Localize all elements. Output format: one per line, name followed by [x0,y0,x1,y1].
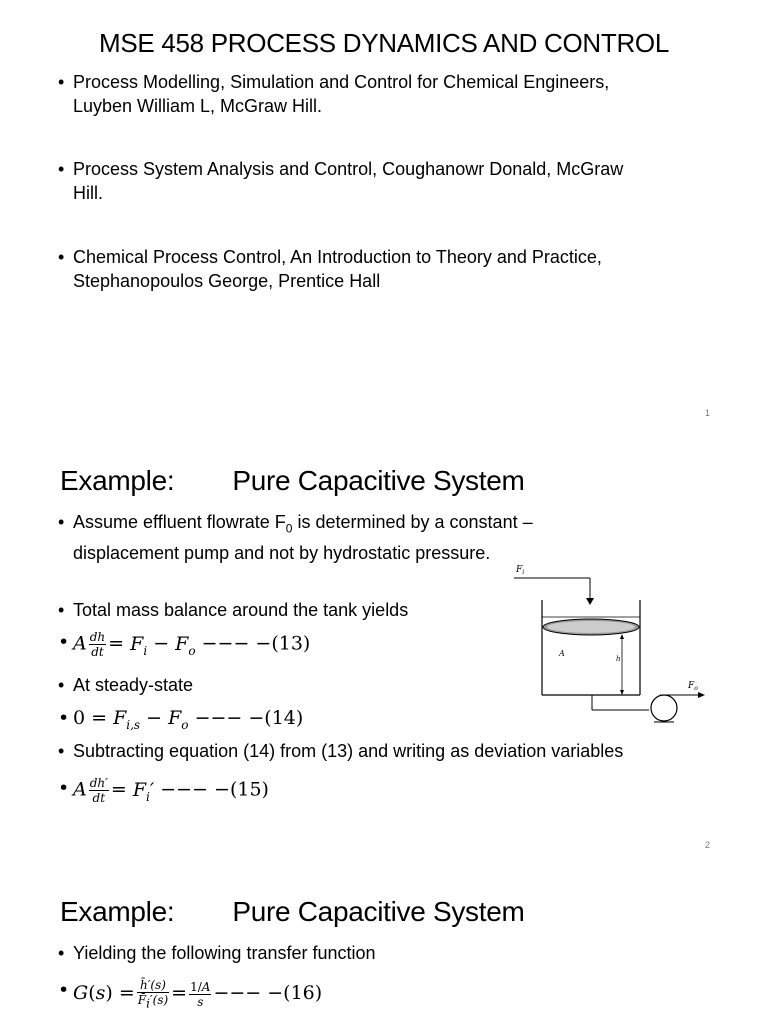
page-number: 2 [704,840,710,850]
tank-diagram [512,560,712,730]
outlet-arrow [698,692,705,698]
reference-1-line-1: Process Modelling, Simulation and Control for Chemical Engineers, [73,72,610,92]
title-topic: Pure Capacitive System [232,896,525,927]
equation-16-tag: −−− −(16) [213,982,323,1005]
assumption-text-b: is determined by a constant – [292,512,533,532]
reference-2-line-2: Hill. [73,183,103,203]
reference-3-line-1: Chemical Process Control, An Introduction to Theory and Practice, [73,247,602,267]
assumption-subscript: 0 [285,521,293,536]
equation-15-tag: −−− −(15) [160,778,269,801]
equation-16: • G(s) = $\frac{h̄'(s)}{F̄_i'(s)}$ = $\frac{1/A}{s}$ −−− −(16) [58,978,713,1010]
steady-state-bullet: • At steady-state [58,673,713,697]
deviation-bullet: • Subtracting equation (14) from (13) and writing as deviation variables [58,739,713,763]
label-fo: $F_o$ [688,681,698,692]
label-fi: $F_i$ [516,565,525,576]
equation-13: • A $\frac{dh}{dt}$ = $F_i - F_o$ −−− −(13) [58,630,713,662]
equation-13-tag: −−− −(13) [201,632,311,655]
reference-1 [58,70,713,118]
equation-15: • A $\frac{dh'}{dt}$ = $F_i'$ −−− −(15) [58,776,713,808]
slide-2-title [60,465,525,497]
mass-balance-bullet: • Total mass balance around the tank yields [58,598,713,622]
transfer-function-bullet: • Yielding the following transfer function [58,941,713,965]
slide-3 [0,860,768,1024]
slide-1 [0,0,768,430]
height-arrow-bottom [620,690,624,695]
equation-14: • $0 = F_{i,s} - F_o$ −−− −(14) [58,706,713,737]
assumption-bullet [58,510,713,565]
height-arrow-top [620,634,624,639]
title-example-label: Example: [60,896,175,927]
slide-2 [0,430,768,860]
assumption-text-a: Assume effluent flowrate F [73,512,286,532]
label-a: A [559,649,565,658]
title-topic: Pure Capacitive System [232,465,525,496]
equation-14-tag: −−− −(14) [194,707,304,729]
reference-2 [58,157,713,205]
reference-3-line-2: Stephanopoulos George, Prentice Hall [73,271,381,291]
title-example-label: Example: [60,465,175,496]
inlet-arrow [586,598,594,605]
slide-3-title [60,896,525,928]
label-h: h [616,655,621,663]
pump-icon [651,695,677,721]
reference-2-line-1: Process System Analysis and Control, Coughanowr Donald, McGraw [73,159,624,179]
reference-3 [58,245,713,293]
assumption-text-c: displacement pump and not by hydrostatic pressure. [73,542,491,563]
reference-1-line-2: Luyben William L, McGraw Hill. [73,96,323,116]
cross-section-fill [547,621,635,633]
slide-1-title: MSE 458 PROCESS DYNAMICS AND CONTROL [99,28,669,58]
page-number: 1 [704,408,710,418]
